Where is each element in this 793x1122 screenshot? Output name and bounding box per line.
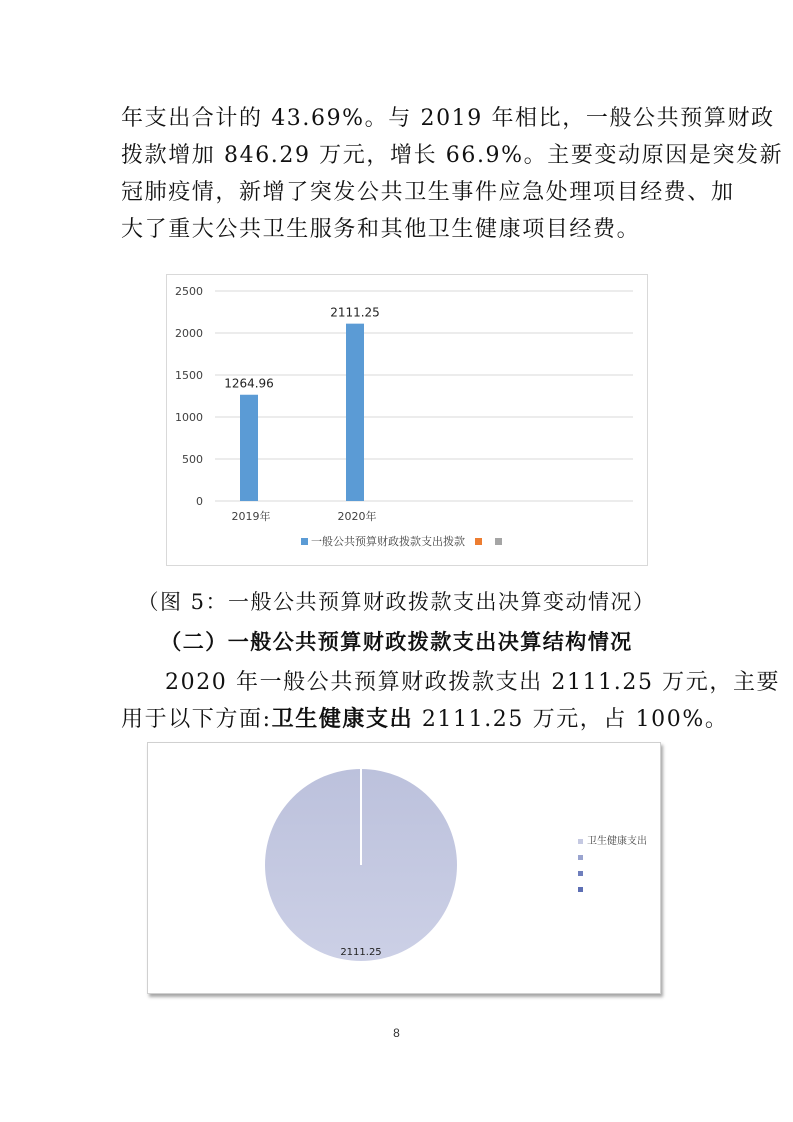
legend-swatch [475, 538, 482, 545]
y-tick-label: 2500 [175, 285, 203, 298]
legend-swatch [578, 887, 583, 892]
bar [346, 324, 364, 501]
paragraph-line [121, 701, 729, 738]
legend-swatch [578, 855, 583, 860]
pie-data-label: 2111.25 [340, 947, 382, 958]
pie-chart [148, 743, 660, 993]
paragraph-line: 大了重大公共卫生服务和其他卫生健康项目经费。 [121, 217, 641, 242]
bar-chart [167, 275, 647, 565]
legend-swatch [578, 839, 583, 844]
legend-swatch [578, 871, 583, 876]
section-heading: （二）一般公共预算财政拨款支出决算结构情况 [160, 629, 633, 654]
paragraph-line: 冠肺疫情，新增了突发公共卫生事件应急处理项目经费、加 [121, 180, 735, 205]
y-tick-label: 2000 [175, 327, 203, 340]
y-tick-label: 500 [182, 453, 203, 466]
paragraph-text: 用于以下方面: [121, 707, 272, 732]
paragraph-budget-change [121, 100, 784, 248]
bar-chart-container [166, 274, 648, 566]
y-tick-label: 1000 [175, 411, 203, 424]
y-tick-label: 1500 [175, 369, 203, 382]
pie-chart-container [147, 742, 661, 994]
figure-caption: （图 5：一般公共预算财政拨款支出决算变动情况） [137, 590, 656, 614]
paragraph-text: 2111.25 万元，占 100%。 [413, 707, 729, 732]
data-label: 2111.25 [330, 305, 380, 320]
legend-label: 卫生健康支出 [587, 836, 647, 847]
paragraph-line: 拨款增加 846.29 万元，增长 66.9%。主要变动原因是突发新 [121, 143, 784, 168]
legend-swatch [301, 538, 308, 545]
paragraph-line: 2020 年一般公共预算财政拨款支出 2111.25 万元，主要 [165, 670, 781, 695]
paragraph-line: 年支出合计的 43.69%。与 2019 年相比，一般公共预算财政 [121, 106, 775, 131]
bar [240, 395, 258, 501]
data-label: 1264.96 [224, 376, 274, 391]
legend-swatch [495, 538, 502, 545]
y-tick-label: 0 [196, 495, 203, 508]
legend-label: 一般公共预算财政拨款支出拨款 [311, 535, 465, 548]
paragraph-bold-text: 卫生健康支出 [271, 706, 414, 732]
paragraph-structure [121, 664, 781, 738]
x-tick-label: 2019年 [231, 510, 271, 523]
page-number: 8 [393, 1026, 400, 1040]
x-tick-label: 2020年 [337, 510, 377, 523]
